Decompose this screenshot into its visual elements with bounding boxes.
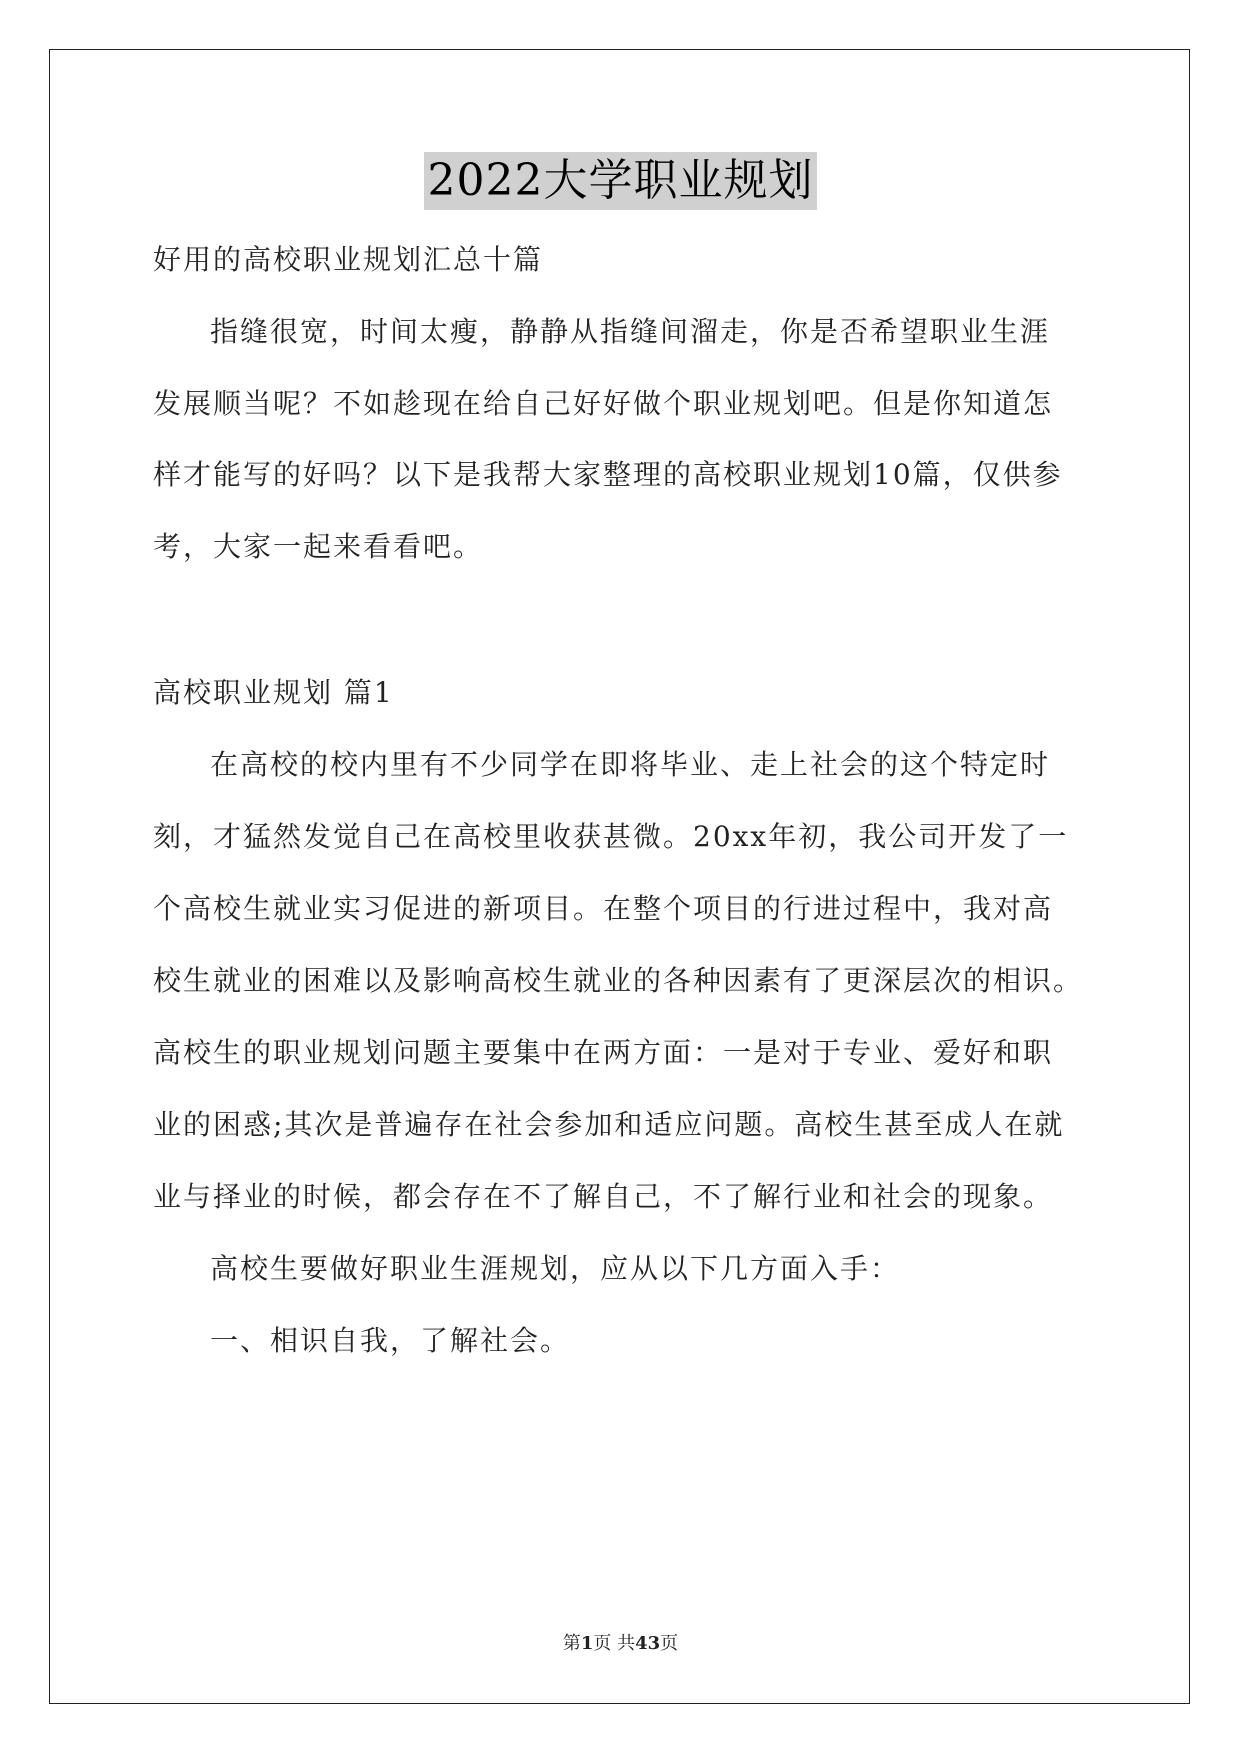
footer-page-current: 1 bbox=[580, 1633, 594, 1654]
body-line-5: 高校生的职业规划问题主要集中在两方面：一是对于专业、爱好和职 bbox=[153, 1036, 1054, 1069]
body-line-4: 校生就业的困难以及影响高校生就业的各种因素有了更深层次的相识。 bbox=[153, 964, 1084, 997]
body-line-7: 业与择业的时候，都会存在不了解自己，不了解行业和社会的现象。 bbox=[153, 1180, 1054, 1213]
title-wrap bbox=[0, 152, 1241, 210]
intro-line-1: 指缝很宽，时间太瘦，静静从指缝间溜走，你是否希望职业生涯 bbox=[210, 315, 1051, 348]
body-line-3: 个高校生就业实习促进的新项目。在整个项目的行进过程中，我对高 bbox=[153, 892, 1054, 925]
page-border bbox=[49, 49, 1190, 1704]
subtitle: 好用的高校职业规划汇总十篇 bbox=[153, 243, 544, 276]
intro-line-4: 考，大家一起来看看吧。 bbox=[153, 530, 484, 563]
footer-page-mid: 页 共 bbox=[593, 1633, 636, 1654]
paragraph-2-line: 高校生要做好职业生涯规划，应从以下几方面入手： bbox=[210, 1252, 901, 1285]
intro-line-3: 样才能写的好吗？以下是我帮大家整理的高校职业规划10篇，仅供参 bbox=[153, 458, 1063, 491]
footer-page-total: 43 bbox=[635, 1633, 661, 1654]
body-line-1: 在高校的校内里有不少同学在即将毕业、走上社会的这个特定时 bbox=[210, 748, 1051, 781]
section-heading: 高校职业规划 篇1 bbox=[153, 676, 394, 709]
body-line-2: 刻，才猛然发觉自己在高校里收获甚微。20xx年初，我公司开发了一 bbox=[153, 820, 1069, 853]
intro-line-2: 发展顺当呢？不如趁现在给自己好好做个职业规划吧。但是你知道怎 bbox=[153, 387, 1054, 420]
footer-page-suffix: 页 bbox=[660, 1633, 679, 1654]
page-footer bbox=[0, 1629, 1241, 1655]
body-line-6: 业的困惑;其次是普遍存在社会参加和适应问题。高校生甚至成人在就 bbox=[153, 1108, 1065, 1141]
point-1-line: 一、相识自我，了解社会。 bbox=[210, 1324, 571, 1357]
footer-page-prefix: 第 bbox=[562, 1633, 581, 1654]
document-title: 2022大学职业规划 bbox=[424, 152, 818, 210]
